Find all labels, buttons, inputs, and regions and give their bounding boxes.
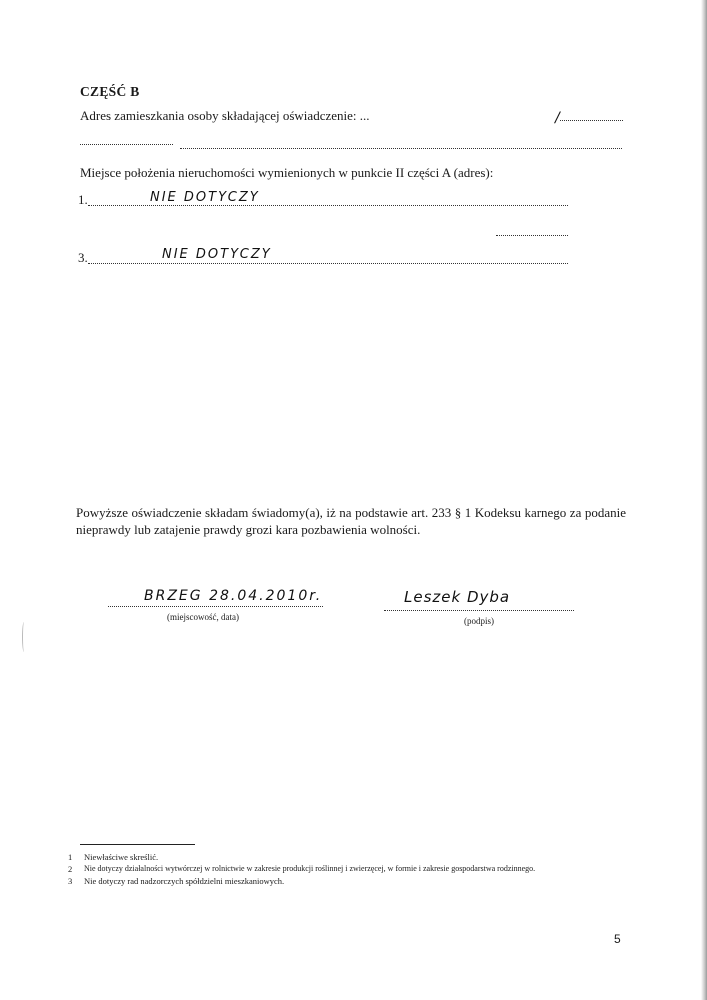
property-item-dotted-line-1 [88, 205, 568, 206]
page-number: 5 [614, 932, 621, 946]
address-dotted-line-3 [180, 148, 622, 149]
address-handwritten-mark: / [555, 110, 562, 126]
property-item-value-1: NIE DOTYCZY [150, 190, 260, 205]
property-label: Miejsce położenia nieruchomości wymienionych w punkcie II części A (adres): [80, 165, 494, 180]
footnote-separator [80, 844, 195, 845]
address-label: Adres zamieszkania osoby składającej oświadczenie: ... [80, 108, 370, 123]
property-item-value-3: NIE DOTYCZY [162, 247, 272, 262]
property-item-number-3: 3. [78, 250, 88, 265]
address-dotted-line-1 [560, 120, 623, 121]
property-extra-dotted-line [496, 235, 568, 236]
address-dotted-line-2 [80, 144, 173, 145]
footnote-number-3: 3 [68, 876, 73, 886]
property-item-dotted-line-3 [88, 263, 568, 264]
property-item-number-1: 1. [78, 192, 88, 207]
declaration-text: Powyższe oświadczenie składam świadomy(a), iż na podstawie art. 233 § 1 Kodeksu karnego za podanie nieprawdy lub zatajenie prawdy grozi kara pozbawienia wolności. [76, 505, 626, 537]
footnote-number-1: 1 [68, 852, 73, 862]
place-date-value: BRZEG 28.04.2010r. [144, 588, 323, 604]
signature-dotted-line [384, 610, 574, 611]
scan-page-edge [701, 0, 707, 1000]
place-date-caption: (miejscowość, data) [167, 612, 239, 622]
footnote-text-3: Nie dotyczy rad nadzorczych spółdzielni mieszkaniowych. [84, 876, 285, 886]
footnote-text-2: Nie dotyczy działalności wytwórczej w rolnictwie w zakresie produkcji roślinnej i zwierzęcej, w formie i zakresie gospodarstwa rodzinnego. [84, 864, 536, 873]
footnote-number-2: 2 [68, 864, 73, 874]
signature-caption: (podpis) [464, 616, 494, 626]
place-date-dotted-line [108, 606, 323, 607]
signature-value: Leszek Dyba [404, 588, 511, 606]
scan-artifact [22, 622, 26, 652]
footnote-text-1: Niewłaściwe skreślić. [84, 852, 159, 862]
section-heading: CZĘŚĆ B [80, 84, 140, 99]
